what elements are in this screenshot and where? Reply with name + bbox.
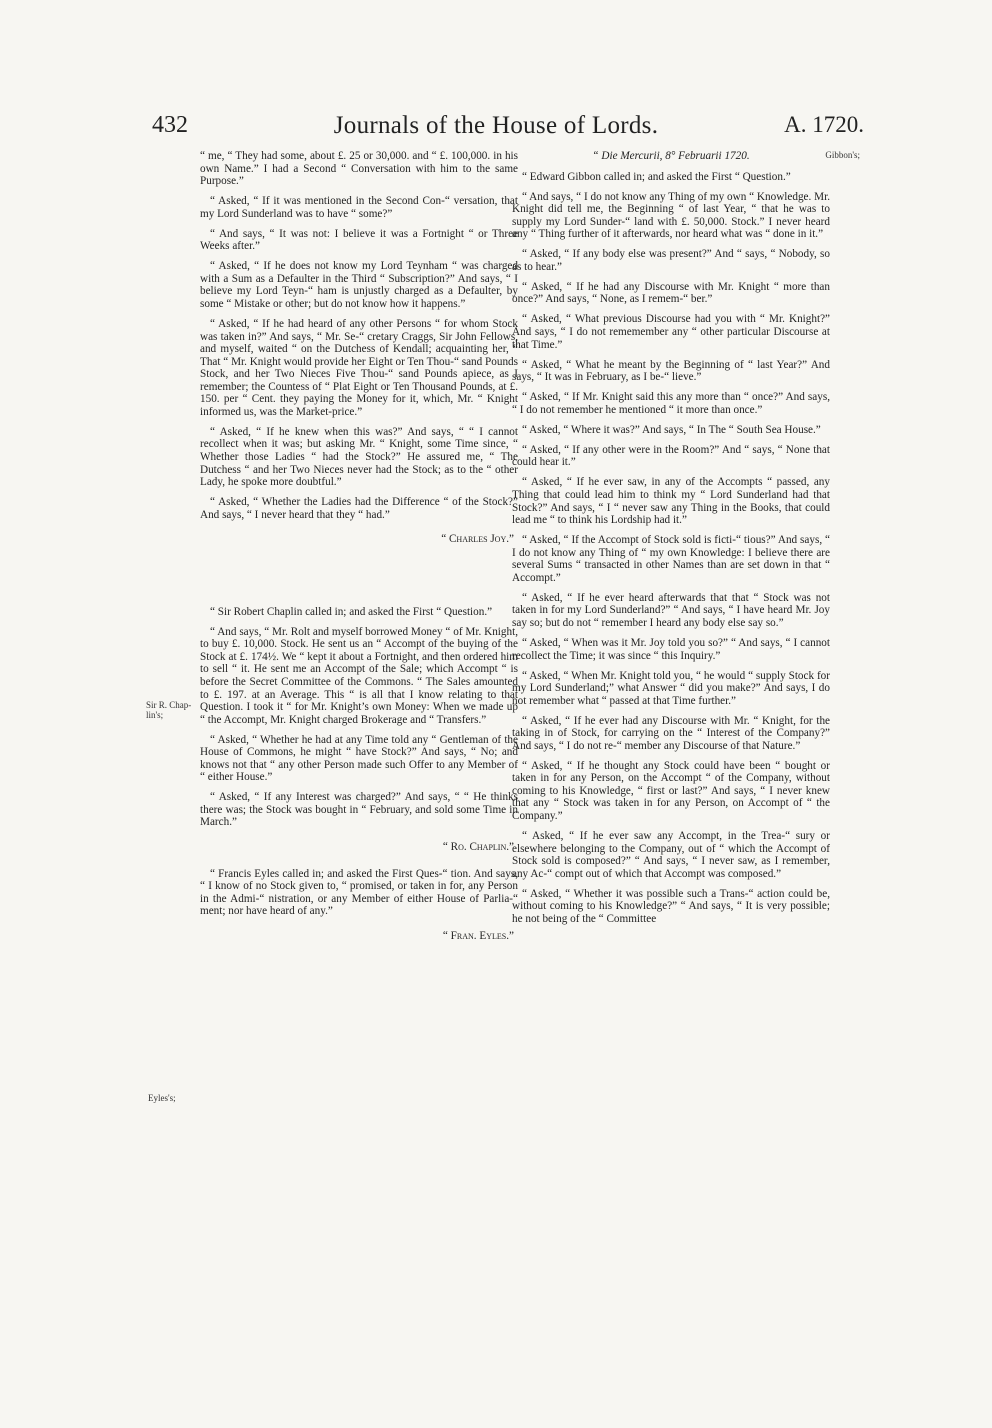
paragraph: “ Edward Gibbon called in; and asked the First “ Question.”: [522, 170, 791, 183]
paragraph: “ Asked, “ If he knew when this was?” And says, “ “ I cannot recollect when it was; but asking Mr. “ Knight, some Time since, “ Whether those Ladies “ had the Stock?” He assured me, “ The Dutchess “ and her Two Nieces never had the Stock; as to the “ other Lady, he spoke more doubtful.”: [200, 425, 518, 489]
paragraph: “ Francis Eyles called in; and asked the First Ques-“ tion. And says, “ I know of no Stock given to, “ promised, or taken in for, any Person in the Admi-“ nistration, or any Member of either House of Parlia-“ ment; nor have heard of any.”: [200, 867, 518, 918]
paragraph: “ Sir Robert Chaplin called in; and asked the First “ Question.”: [210, 605, 493, 618]
paragraph: “ Asked, “ Whether he had at any Time told any “ Gentleman of the House of Commons, he might “ have Stock?” And says, “ No; and knows not that “ any other Person made such Offer to any Member of “ either House.”: [200, 733, 518, 784]
paragraph: “ Asked, “ If he ever heard afterwards that that “ Stock was not taken in for my Lord Sunderland?” “ And says, “ I have heard Mr. Joy say so; but do not “ remember I heard any body else say so.”: [512, 591, 830, 629]
paragraph: “ Asked, “ If it was mentioned in the Second Con-“ versation, that my Lord Sunderland was to have “ some?”: [200, 195, 518, 220]
dateline: “ Die Mercurii, 8° Februarii 1720.: [592, 150, 750, 162]
paragraph: “ Asked, “ If he ever had any Discourse with Mr. “ Knight, for the taking in of Stock, for carrying on the “ Interest of the Company?” And says, “ I do not re-“ member any Discourse of that Nature.”: [512, 714, 830, 752]
signature-eyles: “ Fran. Eyles.”: [442, 929, 514, 942]
signature-chaplin: “ Ro. Chaplin.”: [442, 841, 514, 854]
paragraph: “ Asked, “ Whether it was possible such a Trans-“ action could be, without coming to his Knowledge?” “ And says, “ It is very possible; he not being of the “ Committee: [512, 887, 830, 925]
paragraph: “ Asked, “ When was it Mr. Joy told you so?” “ And says, “ I cannot recollect the Time; it was since “ this Inquiry.”: [512, 636, 830, 662]
page-number: 432: [152, 112, 188, 138]
paragraph: “ Asked, “ If any other were in the Room?” And “ says, “ None that could hear it.”: [512, 443, 830, 469]
paragraph: “ Asked, “ Whether the Ladies had the Difference “ of the Stock?” And says, “ I never heard that they “ had.”: [200, 496, 518, 521]
signature-joy: “ Charles Joy.”: [441, 533, 514, 546]
paragraph: “ Asked, “ If he had heard of any other Persons “ for whom Stock was taken in?” And says, “ Mr. Se-“ cretary Craggs, Sir John Fellows, and myself, waited “ on the Dutchess of Kendall; acquainting her, “ That “ Mr. Knight would provide her Eight or Ten Thou-“ sand Pounds Stock, and her Two Nieces Five Thou-“ sand Pounds apiece, as I remember; the Countess of “ Plat Eight or Ten Thousand Pounds, at £. 150. per “ Cent. they paying the Money for it, which, Mr. “ Knight informed us, was the Market-price.”: [200, 318, 518, 418]
paragraph: “ Asked, “ If he does not know my Lord Teynham “ was charged with a Sum as a Defaulter in the Third “ Subscription?” And says, “ I believe my Lord Teyn-“ ham is unjustly charged as a Defaulter, by some “ Mistake or other; but do not know how it happens.”: [200, 260, 518, 310]
paragraph: “ Asked, “ If the Accompt of Stock sold is ficti-“ tious?” And says, “ I do not know any Thing of “ my own Knowledge: I believe there are several Sums “ transacted in other Names than are set down in that “ Accompt.”: [512, 534, 830, 584]
paragraph: “ Asked, “ If any Interest was charged?” And says, “ “ He thinks there was; the Stock was bought in “ February, and sold some Time in March.”: [200, 791, 518, 829]
paragraph: “ Asked, “ What he meant by the Beginning of “ last Year?” And says, “ It was in February, as I be-“ lieve.”: [512, 358, 830, 384]
margin-note-chaplin: Sir R. Chap-lin's;: [146, 700, 192, 720]
margin-note-eyles: Eyles's;: [148, 1093, 176, 1103]
year-heading: A. 1720.: [784, 112, 864, 137]
paragraph: “ Asked, “ What previous Discourse had you with “ Mr. Knight?” And says, “ I do not rememember any “ other particular Discourse at that Time.”: [512, 313, 830, 351]
paragraph: “ And says, “ Mr. Rolt and myself borrowed Money “ of Mr. Knight, to buy £. 10,000. Stock. He sent us an “ Accompt of the buying of the Stock at £. 174½. We “ kept it about a Fortnight, and then ordered him to sell “ it. He sent me an Accompt of the Sale; which Accompt “ is before the Secret Committee of the Commons. “ The Sales amounted to £. 197. at an Average. This “ is all that I know relating to that Question. I took it “ for Mr. Knight’s own Money: When we made up “ the Accompt, Mr. Knight charged Brokerage and “ Transfers.”: [200, 625, 518, 726]
paragraph: “ me, “ They had some, about £. 25 or 30,000. and “ £. 100,000. in his own Name.” I had a Second “ Conversation with him to the same Purpose.”: [200, 150, 518, 188]
section-gap: [200, 560, 518, 606]
paragraph: “ Asked, “ If he ever saw any Accompt, in the Trea-“ sury or elsewhere belonging to the Company, out of “ which the Accompt of Stock sold is composed?” “ And says, “ I never saw, as I remember, any Ac-“ compt out of which that Accompt was composed.”: [512, 830, 830, 880]
paragraph: “ Asked, “ If he had any Discourse with Mr. Knight “ more than once?” And says, “ None, as I remem-“ ber.”: [512, 280, 830, 306]
paragraph: “ Asked, “ Where it was?” And says, “ In The “ South Sea House.”: [522, 423, 821, 436]
margin-note-gibbon: Gibbon's;: [825, 150, 860, 160]
paragraph: “ Asked, “ If he ever saw, in any of the Accompts “ passed, any Thing that could lead him to think my “ Lord Sunderland had that Stock?” And says, “ I “ never saw any Thing in the Books, that could lead me “ to think his Lordship had it.”: [512, 476, 830, 527]
paragraph: “ Asked, “ If Mr. Knight said this any more than “ once?” And says, “ I do not remember he mentioned “ it more than once.”: [512, 391, 830, 416]
left-column: [200, 150, 518, 956]
journal-title: Journals of the House of Lords.: [333, 112, 659, 139]
paragraph: “ Asked, “ If he thought any Stock could have been “ bought or taken in for any Person, on the Accompt “ of the Company, without coming to his Knowledge, “ first or last?” And says, “ I never knew that any “ Stock was taken in for any Person, on Accompt of “ the Company.”: [512, 759, 830, 823]
paragraph: “ Asked, “ If any body else was present?” And “ says, “ Nobody, so as to hear.”: [512, 248, 830, 273]
paragraph: “ And says, “ It was not: I believe it was a Fortnight “ or Three Weeks after.”: [200, 227, 518, 253]
paragraph: “ Asked, “ When Mr. Knight told you, “ he would “ supply Stock for my Lord Sunderland;” what Answer “ did you make?” And says, I do not remember what “ passed at that Time further.”: [512, 669, 830, 707]
right-column: [512, 150, 830, 933]
paragraph: “ And says, “ I do not know any Thing of my own “ Knowledge. Mr. Knight did tell me, the Beginning “ of last Year, “ that he was to supply my Lord Sunder-“ land with £. 50,000. Stock.” I never heard any “ Thing further of it afterwards, nor heard what was “ done in it.”: [512, 190, 830, 241]
